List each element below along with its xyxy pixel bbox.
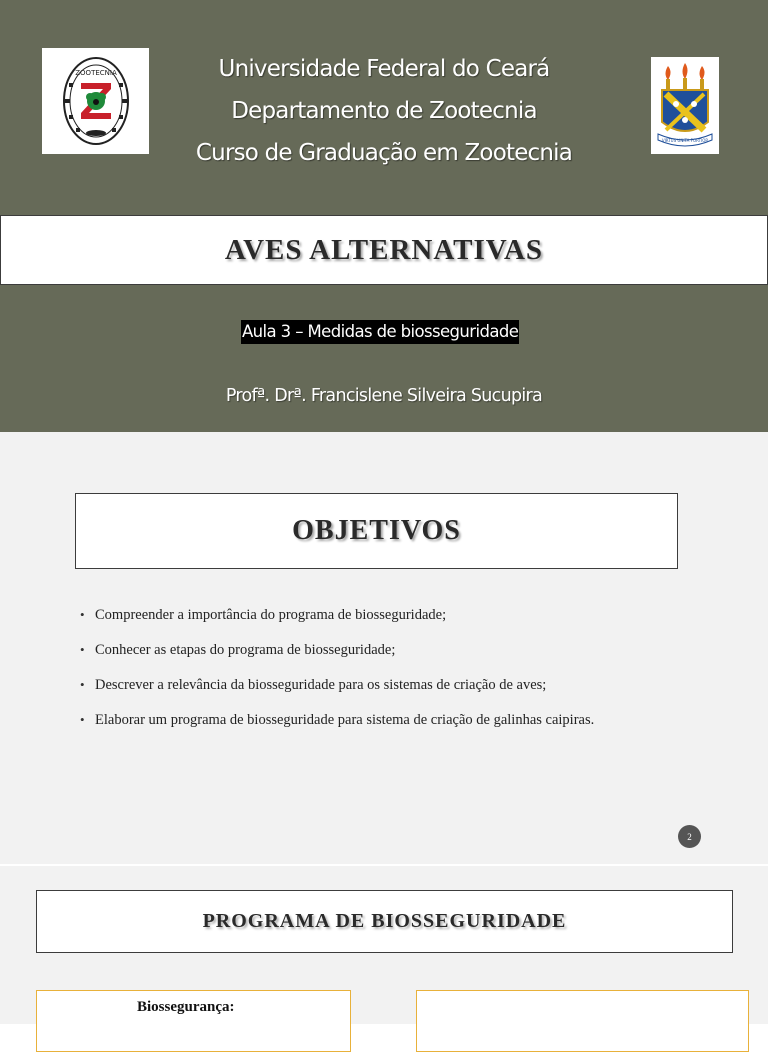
bullet-icon: • xyxy=(80,607,85,622)
presentation-title: AVES ALTERNATIVAS xyxy=(224,233,544,266)
bullet-icon: • xyxy=(80,642,85,657)
program-heading: PROGRAMA DE BIOSSEGURIDADE xyxy=(202,910,567,932)
list-item-text: Compreender a importância do programa de biosseguridade; xyxy=(95,607,447,623)
empty-card xyxy=(416,990,749,1052)
logo-text: ZOOTECNIA xyxy=(74,69,117,77)
objectives-heading: OBJETIVOS xyxy=(292,515,461,546)
logo-motto: VIRTUS UNITA FORTIOR xyxy=(661,137,709,143)
ufc-logo xyxy=(651,57,719,154)
lesson-subtitle: Aula 3 – Medidas de biosseguridade xyxy=(241,320,519,344)
professor-name: Profª. Drª. Francislene Silveira Sucupira xyxy=(225,386,543,406)
list-item-text: Descrever a relevância da biosseguridade para os sistemas de criação de aves; xyxy=(95,677,547,693)
zootecnia-emblem-icon xyxy=(61,55,131,147)
course-name: Curso de Graduação em Zootecnia xyxy=(195,140,573,166)
list-item xyxy=(80,603,594,638)
list-item xyxy=(80,673,594,708)
objectives-slide xyxy=(0,432,768,864)
department-name: Departamento de Zootecnia xyxy=(231,98,537,124)
title-band xyxy=(0,215,768,285)
list-item xyxy=(80,708,594,743)
objectives-heading-box xyxy=(75,493,678,569)
biosecurity-card-title: Biossegurança: xyxy=(137,999,235,1015)
bullet-icon: • xyxy=(80,677,85,692)
program-heading-box xyxy=(36,890,733,953)
list-item xyxy=(80,638,594,673)
ufc-coat-of-arms-icon xyxy=(654,60,716,152)
objectives-list xyxy=(80,603,594,743)
biosecurity-card xyxy=(36,990,351,1052)
institution-header xyxy=(150,48,618,174)
bullet-icon: • xyxy=(80,712,85,727)
zootecnia-logo xyxy=(42,48,149,154)
biosecurity-program-slide xyxy=(0,866,768,1024)
page-number-badge: 2 xyxy=(678,825,701,848)
title-slide xyxy=(0,0,768,432)
list-item-text: Conhecer as etapas do programa de biosseguridade; xyxy=(95,642,396,658)
university-name: Universidade Federal do Ceará xyxy=(218,56,550,82)
list-item-text: Elaborar um programa de biosseguridade para sistema de criação de galinhas caipiras. xyxy=(95,712,595,728)
torch-flames xyxy=(666,63,705,80)
